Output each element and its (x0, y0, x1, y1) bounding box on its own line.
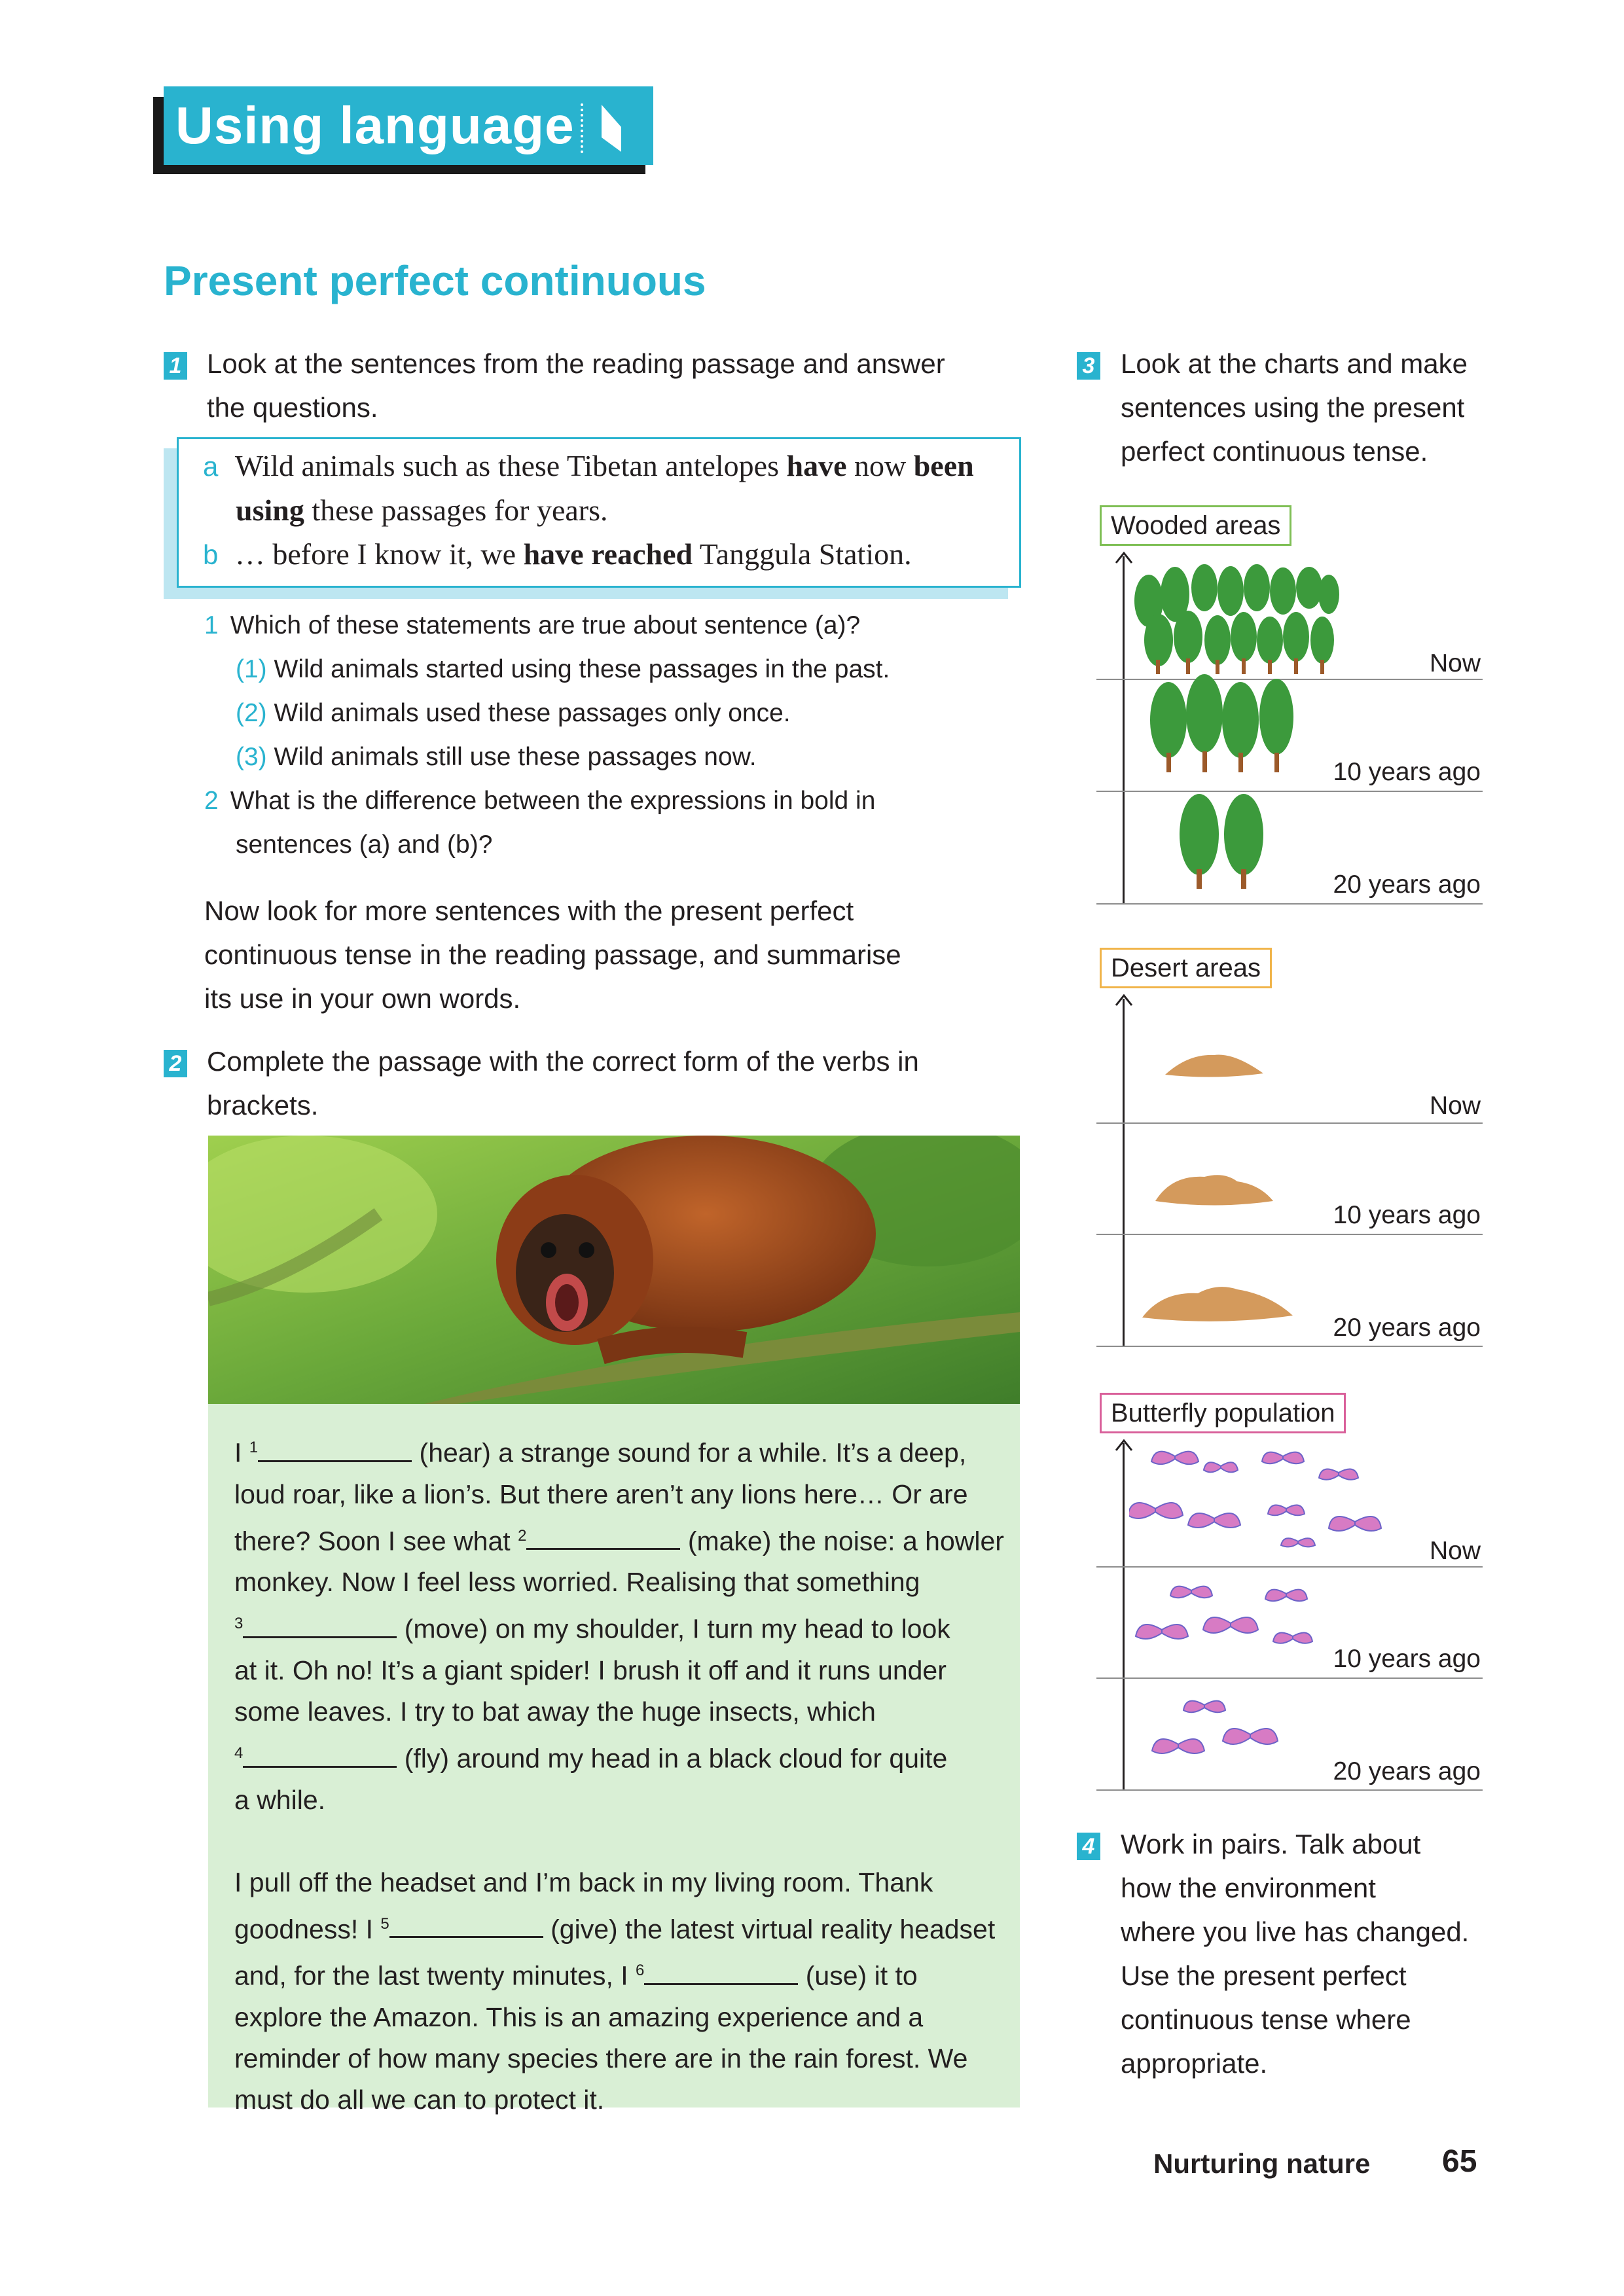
exercise-4-instruction (1121, 1822, 1469, 2085)
bookmark-flag-icon (599, 105, 624, 152)
instruction-line: Look at the charts and make (1121, 348, 1468, 379)
question-number: 1 (204, 611, 219, 639)
blank-number: 6 (636, 1962, 645, 1980)
chart-axis (1123, 999, 1125, 1346)
followup-line: continuous tense in the reading passage, and summarise (204, 939, 901, 970)
passage-text-run: (use) it to (798, 1960, 918, 1991)
passage-text-run: (give) the latest virtual reality headset (543, 1914, 996, 1945)
row-label-10-years: 10 years ago (1333, 1201, 1481, 1229)
chart-row-line (1096, 1566, 1483, 1568)
row-label-now: Now (1429, 1537, 1481, 1565)
passage-text-run: (move) on my shoulder, I turn my head to look (397, 1613, 950, 1644)
passage-line: some leaves. I try to bat away the huge insects, which (234, 1696, 876, 1727)
page-number: 65 (1442, 2144, 1477, 2179)
quote-a-bold: using (236, 493, 304, 527)
row-label-now: Now (1429, 1092, 1481, 1120)
quote-b-text: … before I know it, we (234, 537, 524, 571)
exercise-3-instruction (1121, 342, 1468, 473)
howler-monkey-photo (208, 1136, 1020, 1404)
option-text: Wild animals still use these passages now. (274, 743, 757, 771)
tree-cluster-icon (1178, 785, 1270, 890)
chart-row-line (1096, 1677, 1483, 1679)
instruction-line: Complete the passage with the correct form of the verbs in (207, 1046, 919, 1077)
blank-number: 1 (249, 1439, 259, 1456)
exercise-2-instruction (207, 1039, 919, 1127)
instruction-line: Work in pairs. Talk about (1121, 1829, 1421, 1859)
passage-line: loud roar, like a lion’s. But there aren’t any lions here… Or are (234, 1479, 968, 1509)
quote-a-text: these passages for years. (304, 493, 608, 527)
blank-number: 3 (234, 1615, 244, 1633)
answer-blank-4[interactable] (243, 1742, 397, 1768)
footer-unit-title: Nurturing nature (1153, 2148, 1371, 2179)
chart-label-wooded: Wooded areas (1100, 505, 1291, 546)
question-text: Which of these statements are true about sentence (a)? (230, 611, 861, 639)
question-number: 2 (204, 787, 219, 815)
chart-row-line (1096, 1122, 1483, 1124)
passage-text (234, 1427, 1007, 2121)
passage-text-run: there? Soon I see what (234, 1526, 518, 1556)
chart-row-line (1096, 1789, 1483, 1791)
sand-dune-icon (1162, 1047, 1267, 1080)
option-text: Wild animals started using these passages in the past. (274, 655, 890, 683)
row-label-10-years: 10 years ago (1333, 1645, 1481, 1673)
exercise-3-badge: 3 (1077, 352, 1100, 380)
passage-text-run: I (234, 1437, 249, 1468)
chart-axis (1123, 1443, 1125, 1790)
exercise-1-badge: 1 (164, 352, 187, 380)
passage-line: explore the Amazon. This is an amazing experience and a (234, 2001, 924, 2032)
row-label-now: Now (1429, 649, 1481, 677)
answer-blank-1[interactable] (258, 1437, 412, 1462)
butterfly-group-icon (1132, 1571, 1329, 1669)
section-title: Present perfect continuous (164, 257, 706, 304)
arrow-up-icon (1115, 551, 1133, 564)
blank-number: 5 (380, 1914, 389, 1933)
passage-line: I pull off the headset and I’m back in my living room. Thank (234, 1867, 933, 1897)
quote-a-bold: have (786, 449, 847, 482)
exercise-1-instruction (207, 342, 945, 429)
arrow-up-icon (1115, 994, 1133, 1007)
exercise-4-badge: 4 (1077, 1833, 1100, 1860)
option-label: (3) (236, 743, 267, 771)
passage-line: reminder of how many species there are in the rain forest. We (234, 2043, 968, 2073)
sand-dune-icon (1152, 1165, 1276, 1211)
passage-line: at it. Oh no! It’s a giant spider! I brush it off and it runs under (234, 1655, 947, 1685)
answer-blank-5[interactable] (389, 1912, 543, 1938)
passage-line: must do all we can to protect it. (234, 2084, 605, 2115)
butterfly-group-icon (1146, 1682, 1303, 1767)
quote-a-text: Wild animals such as these Tibetan antelopes (234, 449, 787, 482)
quote-b-label: b (203, 539, 219, 570)
option-label: (1) (236, 655, 267, 683)
passage-text-run: and, for the last twenty minutes, I (234, 1960, 636, 1991)
passage-text-run: (fly) around my head in a black cloud for quite (397, 1743, 948, 1774)
passage-line: monkey. Now I feel less worried. Realising that something (234, 1567, 920, 1598)
answer-blank-3[interactable] (243, 1613, 397, 1638)
exercise-1-questions (204, 603, 890, 867)
chart-label-butterfly: Butterfly population (1100, 1393, 1346, 1433)
butterfly-group-icon (1129, 1443, 1417, 1561)
instruction-line: how the environment (1121, 1873, 1376, 1903)
chart-axis (1123, 556, 1125, 903)
exercise-2-badge: 2 (164, 1050, 187, 1077)
answer-blank-2[interactable] (526, 1524, 680, 1550)
quote-b-text: Tanggula Station. (693, 537, 912, 571)
tree-cluster-icon (1149, 674, 1306, 779)
chart-row-line (1096, 1234, 1483, 1235)
passage-text-run: (make) the noise: a howler (680, 1526, 1004, 1556)
chart-row-line (1096, 903, 1483, 905)
passage-line: a while. (234, 1784, 326, 1815)
banner-divider (581, 103, 583, 153)
option-label: (2) (236, 699, 267, 727)
quote-text (203, 444, 974, 577)
instruction-line: perfect continuous tense. (1121, 436, 1428, 467)
chart-row-line (1096, 1346, 1483, 1347)
followup-line: its use in your own words. (204, 983, 521, 1014)
option-text: Wild animals used these passages only once. (274, 699, 791, 727)
banner-title: Using language (175, 96, 575, 154)
quote-a-label: a (203, 451, 219, 482)
instruction-line: the questions. (207, 392, 378, 423)
followup-line: Now look for more sentences with the present perfect (204, 895, 854, 926)
instruction-line: sentences using the present (1121, 392, 1465, 423)
question-text: sentences (a) and (b)? (236, 831, 493, 859)
quote-b-bold: have reached (523, 537, 693, 571)
question-text: What is the difference between the expressions in bold in (230, 787, 876, 815)
instruction-line: where you live has changed. (1121, 1916, 1470, 1947)
instruction-line: continuous tense where (1121, 2004, 1411, 2035)
chart-row-line (1096, 791, 1483, 792)
instruction-line: Look at the sentences from the reading passage and answer (207, 348, 945, 379)
chart-label-desert: Desert areas (1100, 948, 1272, 988)
instruction-line: Use the present perfect (1121, 1960, 1407, 1991)
blank-number: 2 (518, 1526, 527, 1545)
quote-a-bold: been (913, 449, 974, 482)
row-label-20-years: 20 years ago (1333, 1757, 1481, 1785)
row-label-20-years: 20 years ago (1333, 870, 1481, 899)
instruction-line: appropriate. (1121, 2048, 1268, 2079)
sand-dune-icon (1139, 1275, 1296, 1327)
answer-blank-6[interactable] (644, 1960, 798, 1985)
tree-cluster-icon (1132, 562, 1342, 679)
row-label-10-years: 10 years ago (1333, 758, 1481, 786)
passage-text-run: goodness! I (234, 1914, 381, 1945)
passage-text-run: (hear) a strange sound for a while. It’s a deep, (412, 1437, 967, 1468)
row-label-20-years: 20 years ago (1333, 1314, 1481, 1342)
exercise-1-followup (204, 889, 901, 1020)
quote-a-text: now (846, 449, 914, 482)
instruction-line: brackets. (207, 1090, 319, 1121)
blank-number: 4 (234, 1744, 244, 1762)
